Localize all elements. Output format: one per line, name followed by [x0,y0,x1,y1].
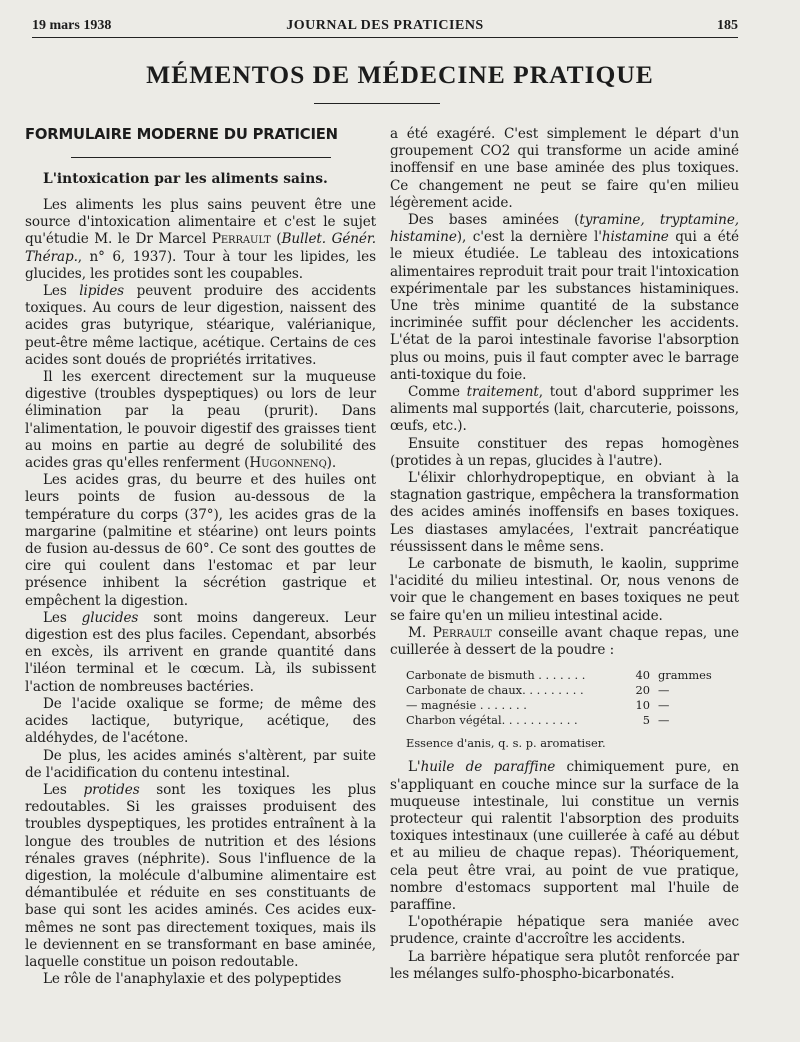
paragraph: Il les exercent directement sur la muqueuse digestive (troubles dyspeptiques) ou lors de leur élimination par la peau (prurit). Dans l'alimentation, le pouvoir digestif des graisses tient au moins en partie au degré de solubilité des acides gras qu'elles renferment (Hugonnenq). [25,369,376,472]
right-column [390,126,739,983]
formula-qty: 10 [635,698,650,713]
article-title: L'intoxication par les aliments sains. [43,171,328,187]
right-body-top [390,126,739,659]
left-body [25,197,376,988]
title-rule [314,103,440,104]
paragraph: Le rôle de l'anaphylaxie et des polypeptides [43,971,342,988]
formula-unit: — [658,698,670,713]
paragraph: Les lipides peuvent produire des accidents toxiques. Au cours de leur digestion, naissent des acides gras butyrique, stéarique, valérianique, peut-être même lactique, acétique. Certains de ces acides sont doués de propriétés irritatives. [25,283,376,368]
formula-unit: — [658,683,670,698]
formula-qty: 5 [642,713,650,728]
formula-row [406,698,728,713]
formula-qty: 40 [635,668,650,683]
paragraph: L'huile de paraffine chimiquement pure, en s'appliquant en couche mince sur la surface de la muqueuse intestinale, lui constitue un vernis protecteur qui ralentit l'absorption des produits toxiques intestinaux (une cuillerée à café au début et au milieu de chaque repas). Théoriquement, cela peut être vrai, au point de vue pratique, nombre d'estomacs supportent mal l'huile de paraffine. [390,759,739,913]
formula-name: Carbonate de bismuth . . . . . . . [406,668,586,683]
paragraph: De l'acide oxalique se forme; de même des acides lactique, butyrique, acétique, des aldéhydes, de l'acétone. [25,695,376,747]
paragraph: L'élixir chlorhydropeptique, en obviant à la stagnation gastrique, empêchera la transformation des acides aminés inoffensifs en bases toxiques. Les diastases amylacées, l'extrait pancréatique réussissent dans le même sens. [390,470,739,555]
section-title: FORMULAIRE MODERNE DU PRATICIEN [25,126,338,143]
paragraph: Les acides gras, du beurre et des huiles ont leurs points de fusion au-dessous de la température du corps (37°), les acides gras de la margarine (palmitine et stéarine) ont leurs points de fusion au-dessus de 60°. Ce sont des gouttes de cire qui coulent dans l'estomac et par leur présence inhibent la sécrétion gastrique et empêchent la digestion. [25,472,376,609]
formula-name: Charbon végétal. . . . . . . . . . . [406,713,578,728]
formula-qty: 20 [635,683,650,698]
paragraph: Le carbonate de bismuth, le kaolin, supprime l'acidité du milieu intestinal. Or, nous venons de voir que le changement en bases toxiques ne peut se faire qu'en un milieu intestinal acide. [390,556,739,624]
header-rule [32,37,738,38]
main-title: MÉMENTOS DE MÉDECINE PRATIQUE [146,60,654,89]
paragraph: a été exagéré. C'est simplement le départ d'un groupement CO2 qui transforme un acide aminé inoffensif en une base aminée des plus toxiques. Ce changement ne peut se faire qu'en milieu légèrement acide. [390,126,739,211]
left-column [25,125,376,988]
paragraph: Des bases aminées (tyramine, tryptamine, histamine), c'est la dernière l'histamine qui a été le mieux étudiée. Le tableau des intoxications alimentaires reproduit trait pour trait l'intoxication expérimentale par les substances histaminiques. Une très minime quantité de la substance incriminée suffit pour déclencher les accidents. L'état de la paroi intestinale favorise l'absorption plus ou moins, puis il faut compter avec le barrage anti-toxique du foie. [390,212,739,383]
journal-name: JOURNAL DES PRATICIENS [286,18,484,33]
paragraph: Les protides sont les toxiques les plus redoutables. Si les graisses produisent des troubles dyspeptiques, les protides entraînent à la longue des troubles de nutrition et des lésions rénales graves (néphrite). Sous l'influence de la digestion, la molécule d'albumine alimentaire est démantibulée et réduite en ses constituants de base qui sont les acides aminés. Ces acides eux-mêmes ne sont pas directement toxiques, mais ils le deviennent en se transformant en base aminée, laquelle constitue un poison redoutable. [25,781,376,970]
paragraph: L'opothérapie hépatique sera maniée avec prudence, crainte d'accroître les accidents. [390,914,739,948]
right-body-bottom [390,759,739,983]
prescription-formula [406,668,728,728]
paragraph: Ensuite constituer des repas homogènes (protides à un repas, glucides à l'autre). [390,435,739,469]
formula-row [406,683,728,698]
running-header [32,14,738,34]
formula-note: Essence d'anis, q. s. p. aromatiser. [406,736,606,751]
paragraph: De plus, les acides aminés s'altèrent, par suite de l'acidification du contenu intestinal. [25,747,376,781]
formula-unit: grammes [658,668,712,683]
formula-row [406,713,728,728]
paragraph: Les glucides sont moins dangereux. Leur digestion est des plus faciles. Cependant, absorbés en excès, ils arrivent en grande quantité dans l'iléon terminal et le cœcum. Là, ils subissent l'action de nombreuses bactéries. [25,609,376,695]
paragraph: La barrière hépatique sera plutôt renforcée par les mélanges sulfo-phospho-bicarbonatés. [390,948,739,982]
formula-name: Carbonate de chaux. . . . . . . . . [406,683,584,698]
formula-row [406,668,728,683]
issue-date: 19 mars 1938 [32,18,112,33]
paragraph: Les aliments les plus sains peuvent être une source d'intoxication alimentaire et c'est le sujet qu'étudie M. le Dr Marcel Perrault (Bullet. Génér. Thérap., n° 6, 1937). Tour à tour les lipides, les glucides, les protides sont les coupables. [25,197,376,282]
formula-name: — magnésie . . . . . . . [406,698,527,713]
paragraph: Comme traitement, tout d'abord supprimer les aliments mal supportés (lait, charcuterie, poissons, œufs, etc.). [390,384,739,435]
formula-unit: — [658,713,670,728]
paragraph: M. Perrault conseille avant chaque repas, une cuillerée à dessert de la poudre : [390,624,739,659]
section-rule [71,157,331,158]
page-number: 185 [717,18,738,33]
